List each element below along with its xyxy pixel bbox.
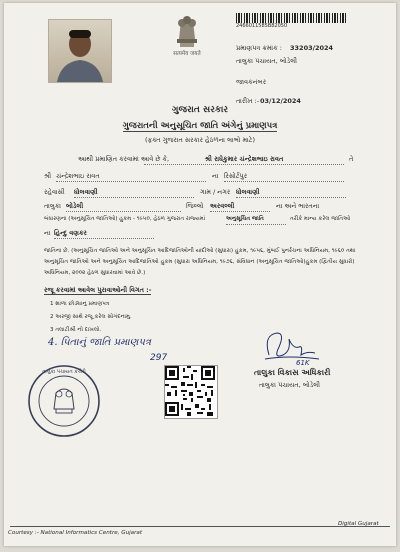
certify-prefix: આથી પ્રમાણિત કરવામાં આવે છે કે, (78, 155, 170, 163)
certificate-subtitle: (ફક્ત ગુજરાત સરકાર હેઠળના લાભો માટે) (145, 136, 255, 144)
documents-heading-text: રજૂ કરવામાં આવેલ પુરાવાઓની વિગત :- (44, 286, 152, 294)
village-label-2: ગામ / નગર (200, 188, 231, 196)
document-item-3: 3 તલાટીશ્રી નો દાખલો. (50, 327, 102, 333)
state-text: ના અને ભારતના (276, 202, 320, 210)
caste-value: હિન્દુ વણકર (54, 229, 154, 239)
district-label: જિલ્લો (186, 202, 204, 210)
cert-no-value: 33203/2024 (290, 44, 334, 52)
order-suffix: તરીકે માન્ય કરેલ જાતિઓ (290, 216, 351, 222)
document-item-1: 1 શાળા છોડ્યાનુ પ્રમાણપત્ર (50, 301, 110, 307)
district-value: અરવલ્લી (210, 202, 270, 212)
issuing-office: તાલુકા પંચાયત, બોડેલી (236, 57, 298, 65)
applicant-name: શ્રી રાધેકુમાર ચંન્દ્રેશભાઇ રાવત (144, 155, 344, 165)
father-label: શ્રી (44, 172, 52, 180)
signatory-office: તાલુકા પંચાયત, બોડેલી (259, 381, 321, 389)
taluka-value: બોડેલી (66, 202, 181, 212)
document-item-2: 2 અરજી સાથે રજૂ કરેલ સોગંદનામુ. (50, 314, 132, 320)
qr-code (164, 365, 218, 419)
certificate-title-text: ગુજરાતની અનુસૂચિત જાતિ અંગેનું પ્રમાણપત્ર (122, 121, 278, 131)
village-value: ધોલવાણી (74, 188, 194, 198)
handwritten-number: 297 (150, 353, 168, 363)
residence-value: રિસોર્ટપુર (224, 172, 344, 182)
order-text: બંધારણના (અનુસૂચિત જાતિઓ) હુકમ - ૧૯૫૦, હેઠળ ગુજરાત રાજ્યમાં (44, 216, 206, 222)
father-name: ચંન્દ્રેશભાઇ રાવત (56, 172, 206, 182)
caste-category: અનુસૂચિત જાતિ (226, 216, 286, 225)
certify-suffix: તે (349, 155, 354, 163)
issue-date: 03/12/2024 (260, 97, 301, 105)
cert-no-label: પ્રમાણપત્ર ક્રમાંક : (236, 44, 282, 52)
date-label: તારીખ :- (236, 97, 260, 105)
village-label: રહેવાસી (44, 188, 65, 196)
signature-icon (249, 325, 329, 369)
applicant-photo (48, 19, 112, 83)
signature-mark: 61K (296, 359, 310, 367)
outward-label: જાવકનંબર (236, 78, 267, 86)
village-value-2: ધોલવાણી (236, 188, 346, 198)
footer-divider (10, 526, 390, 527)
seal-text: તાલુકા પંચાયત કચેરી (42, 369, 86, 375)
national-emblem-icon (170, 11, 204, 51)
barcode (236, 13, 346, 23)
taluka-label: તાલુકા (44, 202, 61, 210)
caste-label: ના (44, 229, 51, 237)
residence-label: ના (212, 172, 219, 180)
documents-heading (44, 286, 151, 295)
emblem-caption: सत्यमेव जयते (173, 51, 201, 57)
certificate-title (4, 121, 396, 131)
certificate-page (4, 3, 396, 546)
legal-paragraph: જાતિના છે. (અનુસૂચિત જાતિઓ અને અનુસૂચિત આદિજાતિઓની યાદીઓ (સુધારા) હુકમ, ૧૯૫૬, મુંબઈ પુનર્રચના અધિનિયમ, ૧૯૬૦ તથા અનુસૂચિત જાતિઓ અને અનુસૂચિત આદિજાતિઓ હુકમ (સુધારા અધિનિયમ, ૧૯૭૬, સંવિધાન (અનુસૂચિત જાતિઓ)હુકમ (દ્વિતીય સુધારો) અધિનિયમ, ૨૦૦૨ હેઠળ સુધારવામાં આવે છે.) (44, 248, 356, 276)
govt-title: ગુજરાત સરકાર (171, 105, 229, 115)
signatory-title: તાલુકા વિકાસ અધિકારી (254, 368, 331, 377)
barcode-number: 2466011585B82050 (236, 23, 288, 29)
footer-brand: Digital Gujarat (338, 521, 379, 527)
handwritten-document-item: 4. પિતાનું જાતિ પ્રમાણપત્ર (48, 337, 151, 348)
footer-courtesy: Courtesy :- National Informatics Centre, Gujarat (8, 530, 143, 536)
